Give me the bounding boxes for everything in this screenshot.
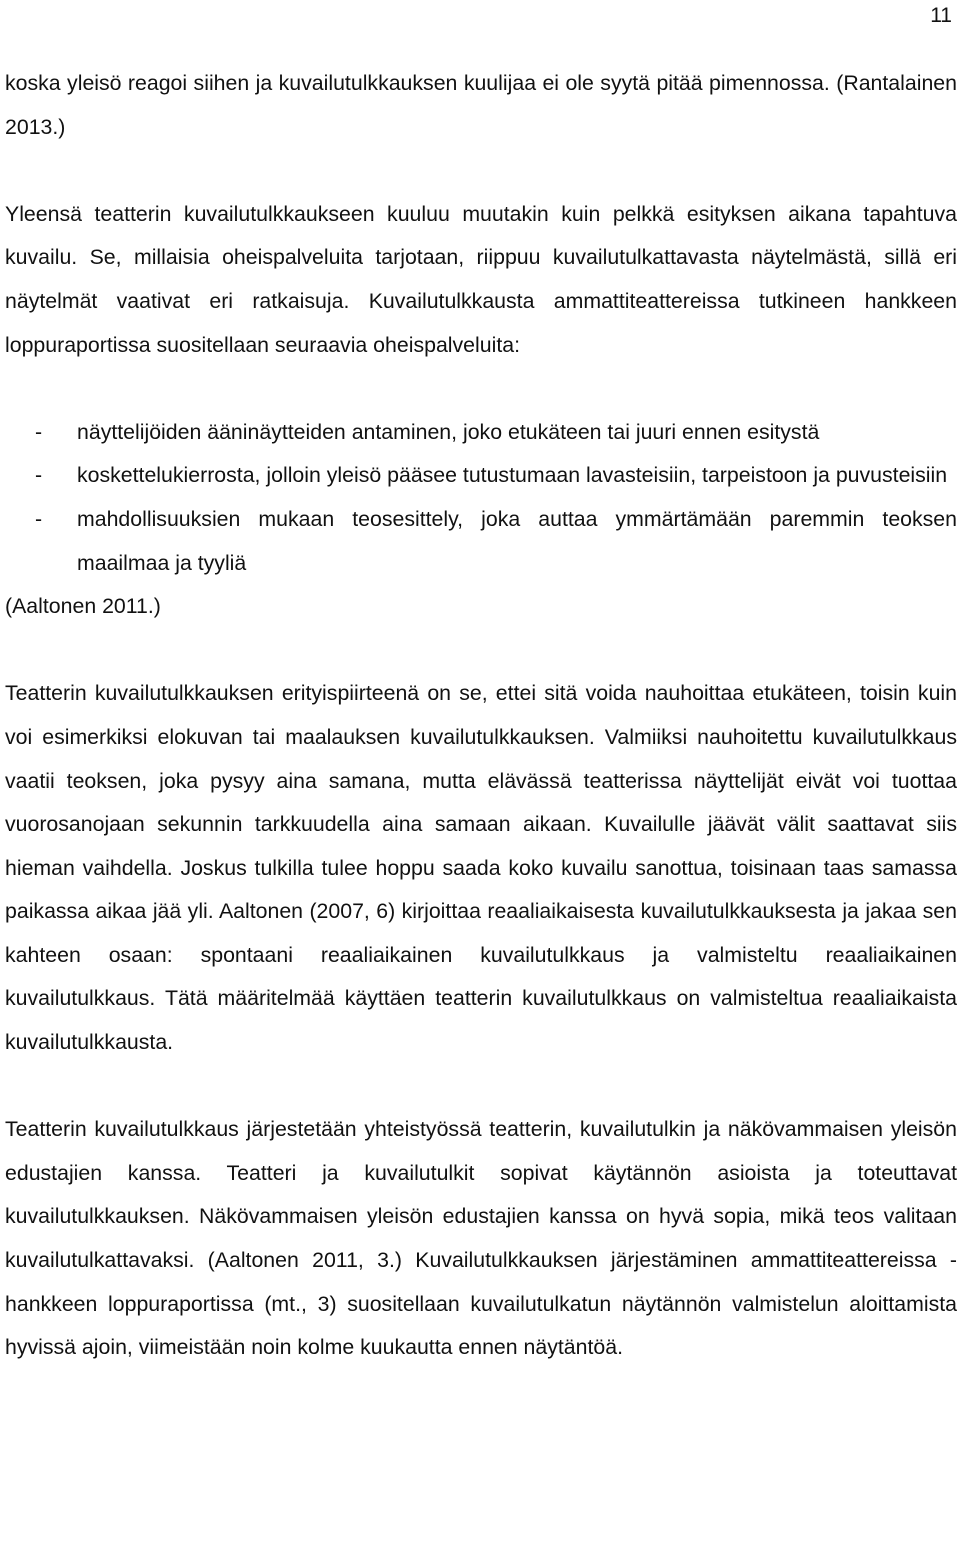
paragraph-4: Teatterin kuvailutulkkaus järjestetään yhteistyössä teatterin, kuvailutulkin ja näkövammaisen yleisön edustajien kanssa. Teatteri ja kuvailutulkit sopivat käytännön asioista ja toteuttavat kuvailutulkkauksen. Näkövammaisen yleisön edustajien kanssa on hyvä sopia, mikä teos valitaan kuvailutulkattavaksi. (Aaltonen 2011, 3.) Kuvailutulkkauksen järjestäminen ammattiteattereissa -hankkeen loppuraportissa (mt., 3) suositellaan kuvailutulkatun näytännön valmistelun aloittamista hyvissä ajoin, viimeistään noin kolme kuukautta ennen näytäntöä. xyxy=(5,1117,957,1360)
page-number: 11 xyxy=(930,4,952,27)
bullet-dash: - xyxy=(35,463,43,488)
bullet-list xyxy=(5,411,957,585)
bullet-dash: - xyxy=(35,506,43,531)
paragraph-spacer xyxy=(5,1065,957,1109)
paragraph-3: Teatterin kuvailutulkkauksen erityispiirteenä on se, ettei sitä voida nauhoittaa etukäteen, toisin kuin voi esimerkiksi elokuvan tai maalauksen kuvailutulkkauksen. Valmiiksi nauhoitettu kuvailutulkkaus vaatii teoksen, joka pysyy aina samana, mutta elävässä teatterissa näyttelijät eivät voi tuottaa vuorosanojaan sekunnin tarkkuudella aina samaan aikaan. Kuvailulle jäävät välit saattavat siis hieman vaihdella. Joskus tulkilla tulee hoppu saada koko kuvailu sanottua, toisinaan taas samassa paikassa aikaa jää yli. Aaltonen (2007, 6) kirjoittaa reaaliaikaisesta kuvailutulkkauksesta ja jakaa sen kahteen osaan: spontaani reaaliaikainen kuvailutulkkaus ja valmisteltu reaaliaikainen kuvailutulkkaus. Tätä määritelmää käyttäen teatterin kuvailutulkkaus on valmisteltua reaaliaikaista kuvailutulkkausta. xyxy=(5,681,957,1055)
bullet-text: koskettelukierrosta, jolloin yleisö pääsee tutustumaan lavasteisiin, tarpeistoon ja puvusteisiin xyxy=(77,463,948,488)
paragraph-spacer xyxy=(5,149,957,193)
paragraph-1: koska yleisö reagoi siihen ja kuvailutulkkauksen kuulijaa ei ole syytä pitää pimennossa. (Rantalainen 2013.) xyxy=(5,71,957,139)
bullet-text: näyttelijöiden ääninäytteiden antaminen, joko etukäteen tai juuri ennen esitystä xyxy=(77,419,820,444)
paragraph-2: Yleensä teatterin kuvailutulkkaukseen kuuluu muutakin kuin pelkkä esityksen aikana tapahtuva kuvailu. Se, millaisia oheispalveluita tarjotaan, riippuu kuvailutulkattavasta näytelmästä, sillä eri näytelmät vaativat eri ratkaisuja. Kuvailutulkkausta ammattiteattereissa tutkineen hankkeen loppuraportissa suositellaan seuraavia oheispalveluita: xyxy=(5,201,957,357)
bullet-item xyxy=(5,498,957,585)
document-body xyxy=(5,62,957,1370)
bullet-item xyxy=(5,411,957,455)
bullet-item xyxy=(5,454,957,498)
paragraph-spacer xyxy=(5,367,957,411)
bullet-dash: - xyxy=(35,419,43,444)
citation: (Aaltonen 2011.) xyxy=(5,594,161,619)
paragraph-spacer xyxy=(5,629,957,673)
bullet-text: mahdollisuuksien mukaan teosesittely, joka auttaa ymmärtämään paremmin teoksen maailmaa ja tyyliä xyxy=(77,506,957,575)
